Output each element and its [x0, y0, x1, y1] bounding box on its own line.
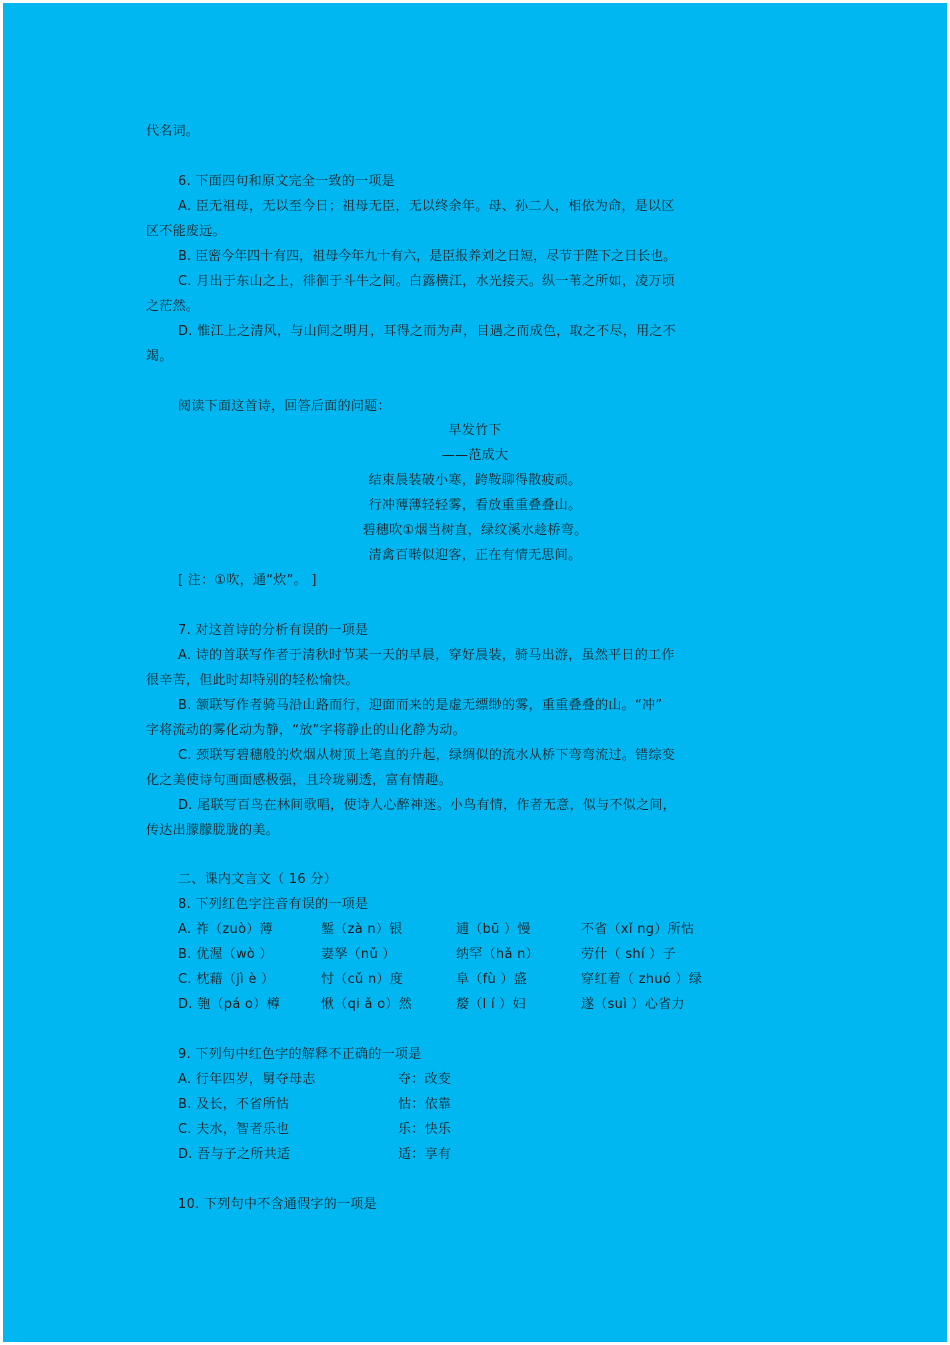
text-line: 代名词。	[146, 124, 200, 139]
sentence: A. 行年四岁，舅夺母志	[178, 1072, 316, 1087]
pinyin-item: 遂（suì ）心省力	[581, 997, 685, 1012]
pinyin-item: B. 优渥（wò ）	[178, 947, 273, 962]
pinyin-item: D. 匏（pá o）樽	[178, 997, 280, 1012]
question-7-option-b-cont: 字将流动的雾化动为静，“放”字将静止的山化静为动。	[146, 723, 466, 738]
question-6-option-d-cont: 竭。	[146, 349, 173, 364]
pinyin-item: 妻孥（nǔ ）	[321, 947, 396, 962]
pinyin-item: 錾（zà n）银	[321, 922, 403, 937]
definition: 乐：快乐	[398, 1122, 452, 1137]
pinyin-item: A. 祚（zuò）薄	[178, 922, 273, 937]
question-9-stem: 9. 下列句中红色字的解释不正确的一项是	[178, 1047, 422, 1062]
question-7-option-d: D. 尾联写百鸟在林间歌唱，使诗人心醉神迷。小鸟有情，作者无意，似与不似之间，	[178, 798, 676, 813]
question-7-option-a-cont: 很辛苦，但此时却特别的轻松愉快。	[146, 673, 359, 688]
poem-line-2: 行冲薄薄轻轻雾，看放重重叠叠山。	[368, 498, 582, 513]
question-6-option-d: D. 惟江上之清风，与山间之明月，耳得之而为声，目遇之而成色，取之不尽，用之不	[178, 324, 676, 339]
question-7-stem: 7. 对这首诗的分析有误的一项是	[178, 623, 369, 638]
poem-author: ——范成大	[441, 448, 509, 463]
definition: 怙：依靠	[398, 1097, 452, 1112]
pinyin-item: 愀（qi ǎ o）然	[321, 997, 413, 1012]
pinyin-item: 阜（fù ）盛	[456, 972, 528, 987]
pinyin-item: 不省（xǐ ng）所怙	[581, 922, 695, 937]
question-6-option-a: A. 臣无祖母，无以至今日；祖母无臣，无以终余年。母、孙二人，相依为命，是以区	[178, 199, 675, 214]
poem-title: 早发竹下	[448, 423, 502, 438]
sentence: D. 吾与子之所共适	[178, 1147, 291, 1162]
pinyin-item: C. 枕藉（jì è ）	[178, 972, 275, 987]
definition: 适：享有	[398, 1147, 452, 1162]
definition: 夺：改变	[398, 1072, 452, 1087]
question-6-option-c-cont: 之茫然。	[146, 299, 200, 314]
question-7-option-c: C. 颈联写碧穗般的炊烟从树顶上笔直的升起，绿绸似的流水从桥下弯弯流过。错综变	[178, 748, 676, 763]
question-6-option-b: B. 臣密今年四十有四，祖母今年九十有六，是臣报养刘之日短，尽节于陛下之日长也。	[178, 249, 677, 264]
sentence: C. 夫水，智者乐也	[178, 1122, 290, 1137]
pinyin-item: 穿红着（ zhuó ）绿	[581, 972, 703, 987]
question-7-option-c-cont: 化之美使诗句画面感极强，且玲珑剔透，富有情趣。	[146, 773, 452, 788]
question-7-option-a: A. 诗的首联写作者于清秋时节某一天的早晨，穿好晨装，骑马出游，虽然平日的工作	[178, 648, 675, 663]
question-6-option-c: C. 月出于东山之上，徘徊于斗牛之间。白露横江，水光接天。纵一苇之所如，凌万顷	[178, 274, 676, 289]
document-page	[3, 3, 947, 1342]
section-heading: 二、课内文言文（ 16 分）	[178, 872, 338, 887]
question-7-option-b: B. 颔联写作者骑马沿山路而行，迎面而来的是虚无缥缈的雾，重重叠叠的山。“冲”	[178, 698, 663, 713]
pinyin-item: 劳什（ shí ）子	[581, 947, 676, 962]
pinyin-item: 忖（cǔ n）度	[321, 972, 404, 987]
sentence: B. 及长，不省所怙	[178, 1097, 290, 1112]
question-6-option-a-cont: 区不能废远。	[146, 224, 226, 239]
question-6-stem: 6. 下面四句和原文完全一致的一项是	[178, 174, 395, 189]
poem-line-4: 清禽百啭似迎客，正在有情无思间。	[368, 548, 582, 563]
poem-line-1: 结束晨装破小寒，跨鞍聊得散疲顽。	[368, 473, 582, 488]
question-8-stem: 8. 下列红色字注音有误的一项是	[178, 897, 369, 912]
poem-line-3: 碧穗吹①烟当树直，绿纹溪水趁桥弯。	[362, 523, 588, 538]
poem-note: [ 注：①吹，通“炊”。 ]	[178, 573, 317, 588]
pinyin-item: 嫠（l í ）妇	[456, 997, 526, 1012]
poem-intro: 阅读下面这首诗，回答后面的问题：	[178, 399, 391, 414]
question-7-option-d-cont: 传达出朦朦胧胧的美。	[146, 823, 280, 838]
pinyin-item: 逋（bū ）慢	[456, 922, 531, 937]
question-10-stem: 10. 下列句中不含通假字的一项是	[178, 1197, 377, 1212]
pinyin-item: 纳罕（hǎ n）	[456, 947, 539, 962]
